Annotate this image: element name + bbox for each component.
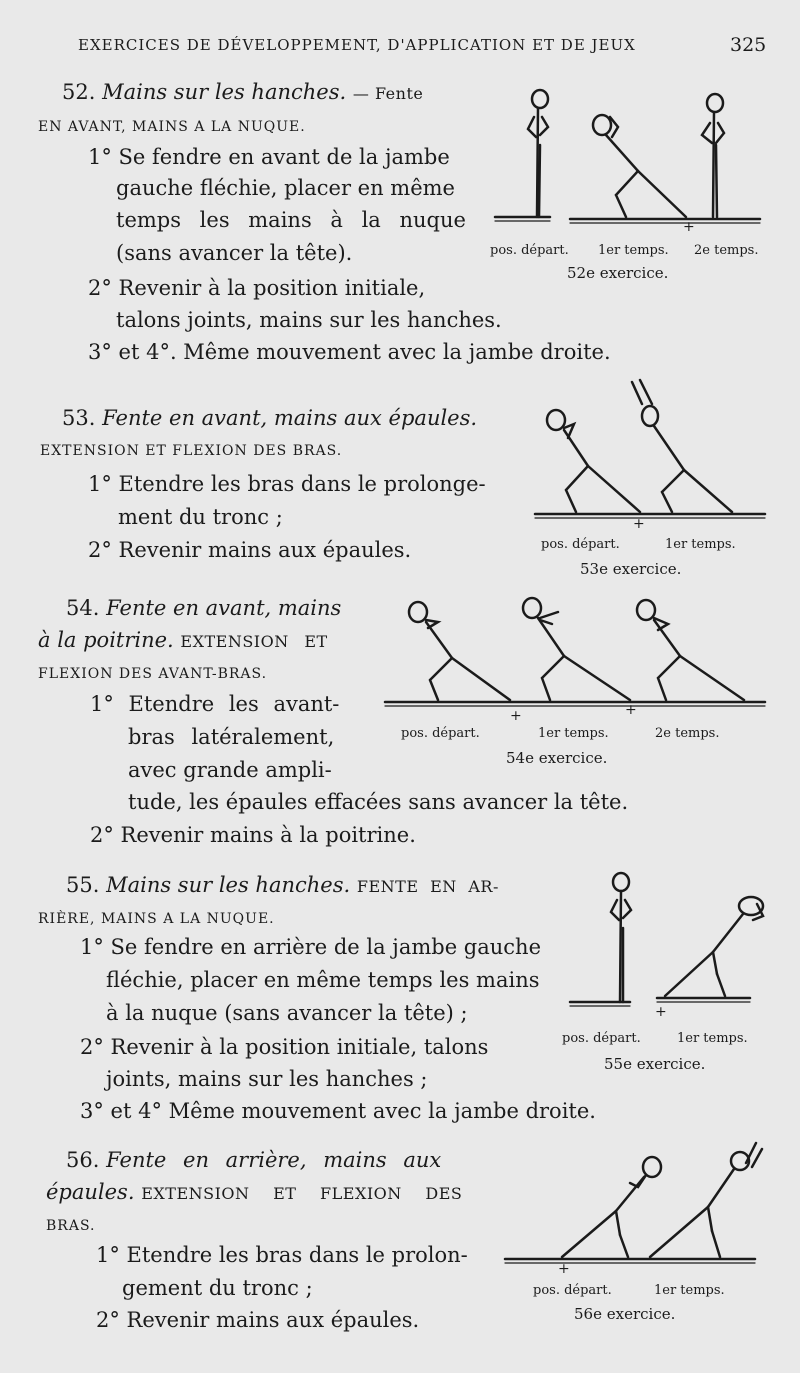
ex54-number: 54. (66, 596, 100, 620)
ex54-caption-t1: 1er temps. (538, 726, 609, 741)
ex54-heading (66, 596, 341, 620)
ex55-heading (66, 873, 499, 897)
ex54-title-rest: EXTENSION ET (180, 632, 328, 651)
svg-text:+: + (558, 1261, 570, 1275)
ex53-figure (530, 378, 770, 528)
svg-text:+: + (633, 516, 645, 528)
ex55-title: Mains sur les hanches. (106, 873, 351, 897)
ex56-number: 56. (66, 1148, 100, 1172)
ex54-line7: tude, les épaules effacées sans avancer la tête. (128, 790, 629, 814)
ex53-title: Fente en avant, mains aux épaules. (102, 406, 478, 430)
ex54-line4: 1° Etendre les avant- (90, 692, 340, 716)
ex55-line3: 1° Se fendre en arrière de la jambe gauche (80, 935, 541, 959)
ex55-line4: fléchie, placer en même temps les mains (106, 968, 540, 992)
ex55-line6: 2° Revenir à la position initiale, talons (80, 1035, 489, 1059)
svg-text:+: + (625, 702, 637, 718)
ex52-line5: temps les mains à la nuque (116, 208, 466, 232)
ex52-caption-t1: 1er temps. (598, 243, 669, 258)
ex56-caption-exercise: 56e exercice. (574, 1305, 676, 1323)
ex52-subtitle: EN AVANT, MAINS A LA NUQUE. (38, 119, 306, 135)
ex54-heading-2 (38, 628, 328, 652)
svg-text:+: + (510, 708, 522, 724)
ex53-caption-pos: pos. départ. (541, 537, 620, 552)
ex56-figure (500, 1135, 770, 1275)
page-number: 325 (730, 34, 767, 56)
ex54-line8: 2° Revenir mains à la poitrine. (90, 823, 416, 847)
ex54-title: Fente en avant, mains (106, 596, 342, 620)
ex55-figure (565, 870, 775, 1020)
ex53-subtitle: EXTENSION ET FLEXION DES BRAS. (40, 443, 343, 459)
ex52-line7: 2° Revenir à la position initiale, (88, 276, 426, 300)
ex52-line9: 3° et 4°. Même mouvement avec la jambe droite. (88, 340, 611, 364)
ex55-line7: joints, mains sur les hanches ; (106, 1067, 428, 1091)
ex56-caption-t1: 1er temps. (654, 1283, 725, 1298)
ex55-line5: à la nuque (sans avancer la tête) ; (106, 1001, 468, 1025)
ex55-number: 55. (66, 873, 100, 897)
ex53-line4: ment du tronc ; (118, 505, 283, 529)
ex52-caption-pos: pos. départ. (490, 243, 569, 258)
ex56-title-2: épaules. (46, 1180, 135, 1204)
svg-text:+: + (683, 219, 695, 235)
ex56-line5: gement du tronc ; (122, 1276, 313, 1300)
ex52-title: Mains sur les hanches. (102, 80, 347, 104)
ex56-line4: 1° Etendre les bras dans le prolon- (96, 1243, 468, 1267)
ex54-caption-pos: pos. départ. (401, 726, 480, 741)
ex54-caption-exercise: 54e exercice. (506, 749, 608, 767)
ex54-line6: avec grande ampli- (128, 758, 332, 782)
ex52-caption-exercise: 52e exercice. (567, 264, 669, 282)
ex55-caption-t1: 1er temps. (677, 1031, 748, 1046)
ex52-figure (490, 85, 780, 235)
ex52-number: 52. (62, 80, 96, 104)
ex53-heading (62, 406, 477, 430)
ex55-subtitle: RIÈRE, MAINS A LA NUQUE. (38, 911, 275, 927)
ex55-caption-pos: pos. départ. (562, 1031, 641, 1046)
ex55-caption-exercise: 55e exercice. (604, 1055, 706, 1073)
ex54-figure (380, 590, 770, 725)
ex55-line8: 3° et 4° Même mouvement avec la jambe droite. (80, 1099, 596, 1123)
ex56-heading (66, 1148, 441, 1172)
ex56-caption-pos: pos. départ. (533, 1283, 612, 1298)
ex52-line3: 1° Se fendre en avant de la jambe (88, 145, 450, 169)
ex56-title: Fente en arrière, mains aux (106, 1148, 442, 1172)
running-title: EXERCICES DE DÉVELOPPEMENT, D'APPLICATION ET DE JEUX (78, 36, 636, 54)
ex56-heading-2 (46, 1180, 462, 1204)
ex52-line8: talons joints, mains sur les hanches. (116, 308, 502, 332)
ex54-subtitle: FLEXION DES AVANT-BRAS. (38, 666, 268, 682)
ex54-title-2: à la poitrine. (38, 628, 174, 652)
ex54-line5: bras latéralement, (128, 725, 335, 749)
ex53-number: 53. (62, 406, 96, 430)
ex52-line4: gauche fléchie, placer en même (116, 176, 455, 200)
ex56-subtitle: BRAS. (46, 1218, 96, 1234)
ex53-line3: 1° Etendre les bras dans le prolonge- (88, 472, 486, 496)
ex53-line5: 2° Revenir mains aux épaules. (88, 538, 412, 562)
ex52-heading (62, 80, 423, 104)
ex52-line6: (sans avancer la tête). (116, 241, 353, 265)
svg-text:+: + (655, 1004, 667, 1020)
ex53-caption-t1: 1er temps. (665, 537, 736, 552)
ex54-caption-t2: 2e temps. (655, 726, 720, 741)
ex52-caption-t2: 2e temps. (694, 243, 759, 258)
ex56-title-rest: EXTENSION ET FLEXION DES (141, 1184, 463, 1203)
ex56-line6: 2° Revenir mains aux épaules. (96, 1308, 420, 1332)
ex52-title-rest: — Fente (352, 84, 424, 103)
ex53-caption-exercise: 53e exercice. (580, 560, 682, 578)
ex55-title-rest: FENTE EN AR- (356, 877, 499, 896)
